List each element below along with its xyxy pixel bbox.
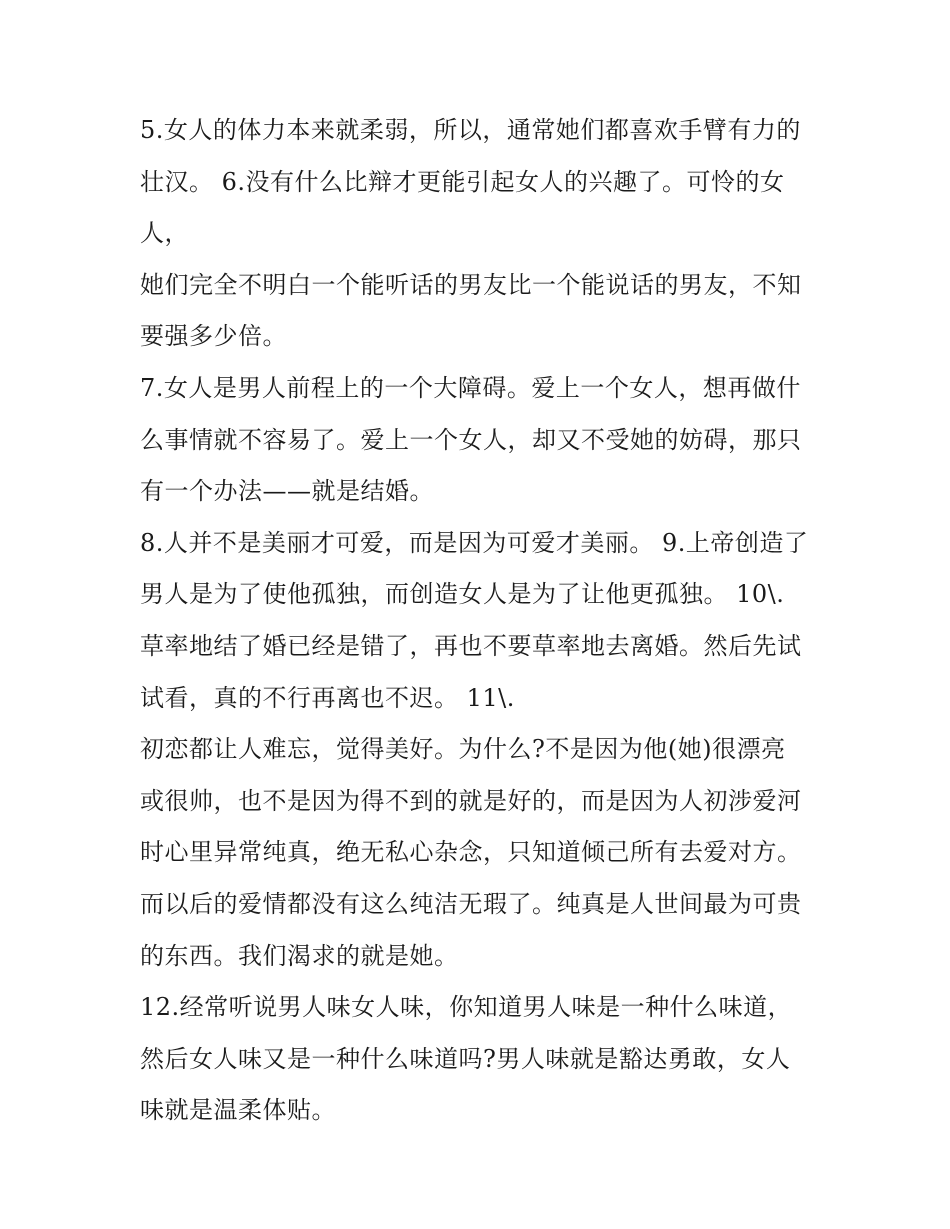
text-line: 壮汉。 6.没有什么比辩才更能引起女人的兴趣了。可怜的女 <box>140 167 785 196</box>
text-line: 5.女人的体力本来就柔弱，所以，通常她们都喜欢手臂有力的 <box>140 116 801 144</box>
text-line: 她们完全不明白一个能听话的男友比一个能说话的男友，不知 <box>140 270 802 299</box>
text-line: 人， <box>140 219 189 248</box>
text-line: 要强多少倍。 <box>140 322 287 351</box>
text-line: 时心里异常纯真，绝无私心杂念，只知道倾己所有去爱对方。 <box>140 838 802 867</box>
text-line: 或很帅，也不是因为得不到的就是好的，而是因为人初涉爱河 <box>140 786 802 815</box>
text-line: 7.女人是男人前程上的一个大障碍。爱上一个女人，想再做什 <box>140 373 801 402</box>
text-line: 8.人并不是美丽才可爱，而是因为可爱才美丽。 9.上帝创造了 <box>140 528 809 557</box>
text-line: 男人是为了使他孤独，而创造女人是为了让他更孤独。 10\. <box>140 580 785 609</box>
text-line: 初恋都让人难忘，觉得美好。为什么?不是因为他(她)很漂亮 <box>140 735 786 764</box>
text-line: 么事情就不容易了。爱上一个女人，却又不受她的妨碍，那只 <box>140 425 802 454</box>
text-line: 草率地结了婚已经是错了，再也不要草率地去离婚。然后先试 <box>140 631 802 660</box>
text-line: 然后女人味又是一种什么味道吗?男人味就是豁达勇敢，女人 <box>140 1044 791 1073</box>
text-line: 而以后的爱情都没有这么纯洁无瑕了。纯真是人世间最为可贵 <box>140 889 802 918</box>
document-body <box>140 110 820 1142</box>
text-line: 12.经常听说男人味女人味，你知道男人味是一种什么味道， <box>140 993 793 1022</box>
text-line: 味就是温柔体贴。 <box>140 1096 336 1125</box>
text-line: 试看，真的不行再离也不迟。 11\. <box>140 683 515 712</box>
text-line: 的东西。我们渴求的就是她。 <box>140 941 459 970</box>
text-line: 有一个办法——就是结婚。 <box>140 477 434 506</box>
